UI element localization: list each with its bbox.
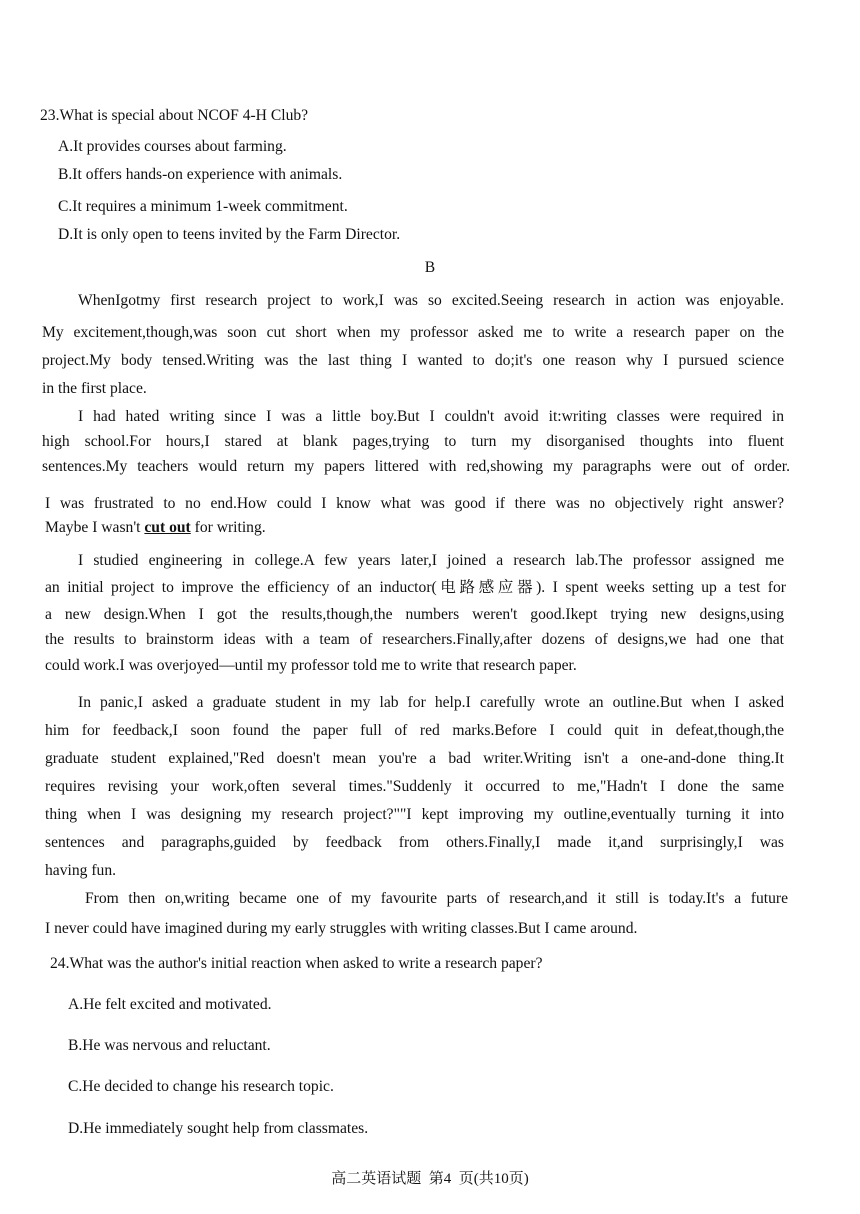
passage-line — [45, 518, 266, 538]
passage-line: project.My body tensed.Writing was the last thing I wanted to do;it's one reason why I pursued science — [42, 352, 784, 369]
option-c: C.It requires a minimum 1-week commitment. — [58, 198, 348, 215]
option-b: B.He was nervous and reluctant. — [68, 1037, 271, 1054]
passage-line: requires revising your work,often several times."Suddenly it occurred to me,"Hadn't I done the same — [45, 778, 784, 795]
underlined-phrase: cut out — [144, 519, 191, 536]
passage-line: From then on,writing became one of my favourite parts of research,and it still is today.It's a future — [85, 890, 788, 907]
page-footer: 高二英语试题 第4 页(共10页) — [331, 1171, 529, 1187]
option-a: A.It provides courses about farming. — [58, 138, 287, 155]
option-c: C.He decided to change his research topic. — [68, 1078, 334, 1095]
passage-line: could work.I was overjoyed—until my professor told me to write that research paper. — [45, 657, 577, 674]
passage-line: My excitement,though,was soon cut short when my professor asked me to write a research paper on the — [42, 324, 784, 341]
passage-line: thing when I was designing my research project?""I kept improving my outline,eventually turning it into — [45, 806, 784, 823]
option-d: D.He immediately sought help from classmates. — [68, 1120, 369, 1137]
passage-line: the results to brainstorm ideas with a team of researchers.Finally,after dozens of designs,we had one that — [45, 631, 784, 648]
passage-line: an initial project to improve the efficiency of an inductor(电路感应器). I spent weeks setting up a test for — [45, 579, 786, 596]
option-d: D.It is only open to teens invited by the Farm Director. — [58, 226, 401, 243]
section-heading: B — [424, 259, 436, 276]
passage-text: Maybe I wasn't — [45, 519, 145, 536]
passage-line: sentences and paragraphs,guided by feedback from others.Finally,I made it,and surprisingly,I was — [45, 834, 784, 851]
passage-line: a new design.When I got the results,though,the numbers weren't good.Ikept trying new designs,using — [45, 606, 784, 623]
passage-line: in the first place. — [42, 380, 147, 397]
question-stem: 23.What is special about NCOF 4-H Club? — [40, 107, 309, 124]
passage-text: for writing. — [190, 519, 266, 536]
passage-line: WhenIgotmy first research project to work,I was so excited.Seeing research in action was enjoyable. — [78, 292, 784, 309]
passage-line: sentences.My teachers would return my papers littered with red,showing my paragraphs were out of order. — [42, 458, 790, 475]
passage-line: having fun. — [45, 862, 117, 879]
option-b: B.It offers hands-on experience with animals. — [58, 166, 343, 183]
passage-line: I studied engineering in college.A few years later,I joined a research lab.The professor assigned me — [78, 552, 784, 569]
passage-line: I was frustrated to no end.How could I know what was good if there was no objectively right answer? — [45, 495, 784, 512]
passage-line: In panic,I asked a graduate student in my lab for help.I carefully wrote an outline.But when I asked — [78, 694, 784, 711]
passage-line: I had hated writing since I was a little boy.But I couldn't avoid it:writing classes were required in — [78, 408, 784, 425]
option-a: A.He felt excited and motivated. — [68, 996, 272, 1013]
passage-line: high school.For hours,I stared at blank pages,trying to turn my disorganised thoughts into fluent — [42, 433, 784, 450]
passage-line: graduate student explained,"Red doesn't mean you're a bad writer.Writing isn't a one-and-done thing.It — [45, 750, 784, 767]
passage-line: him for feedback,I soon found the paper full of red marks.Before I could quit in defeat,though,the — [45, 722, 784, 739]
question-stem: 24.What was the author's initial reaction when asked to write a research paper? — [50, 955, 543, 972]
passage-line: I never could have imagined during my early struggles with writing classes.But I came around. — [45, 920, 638, 937]
